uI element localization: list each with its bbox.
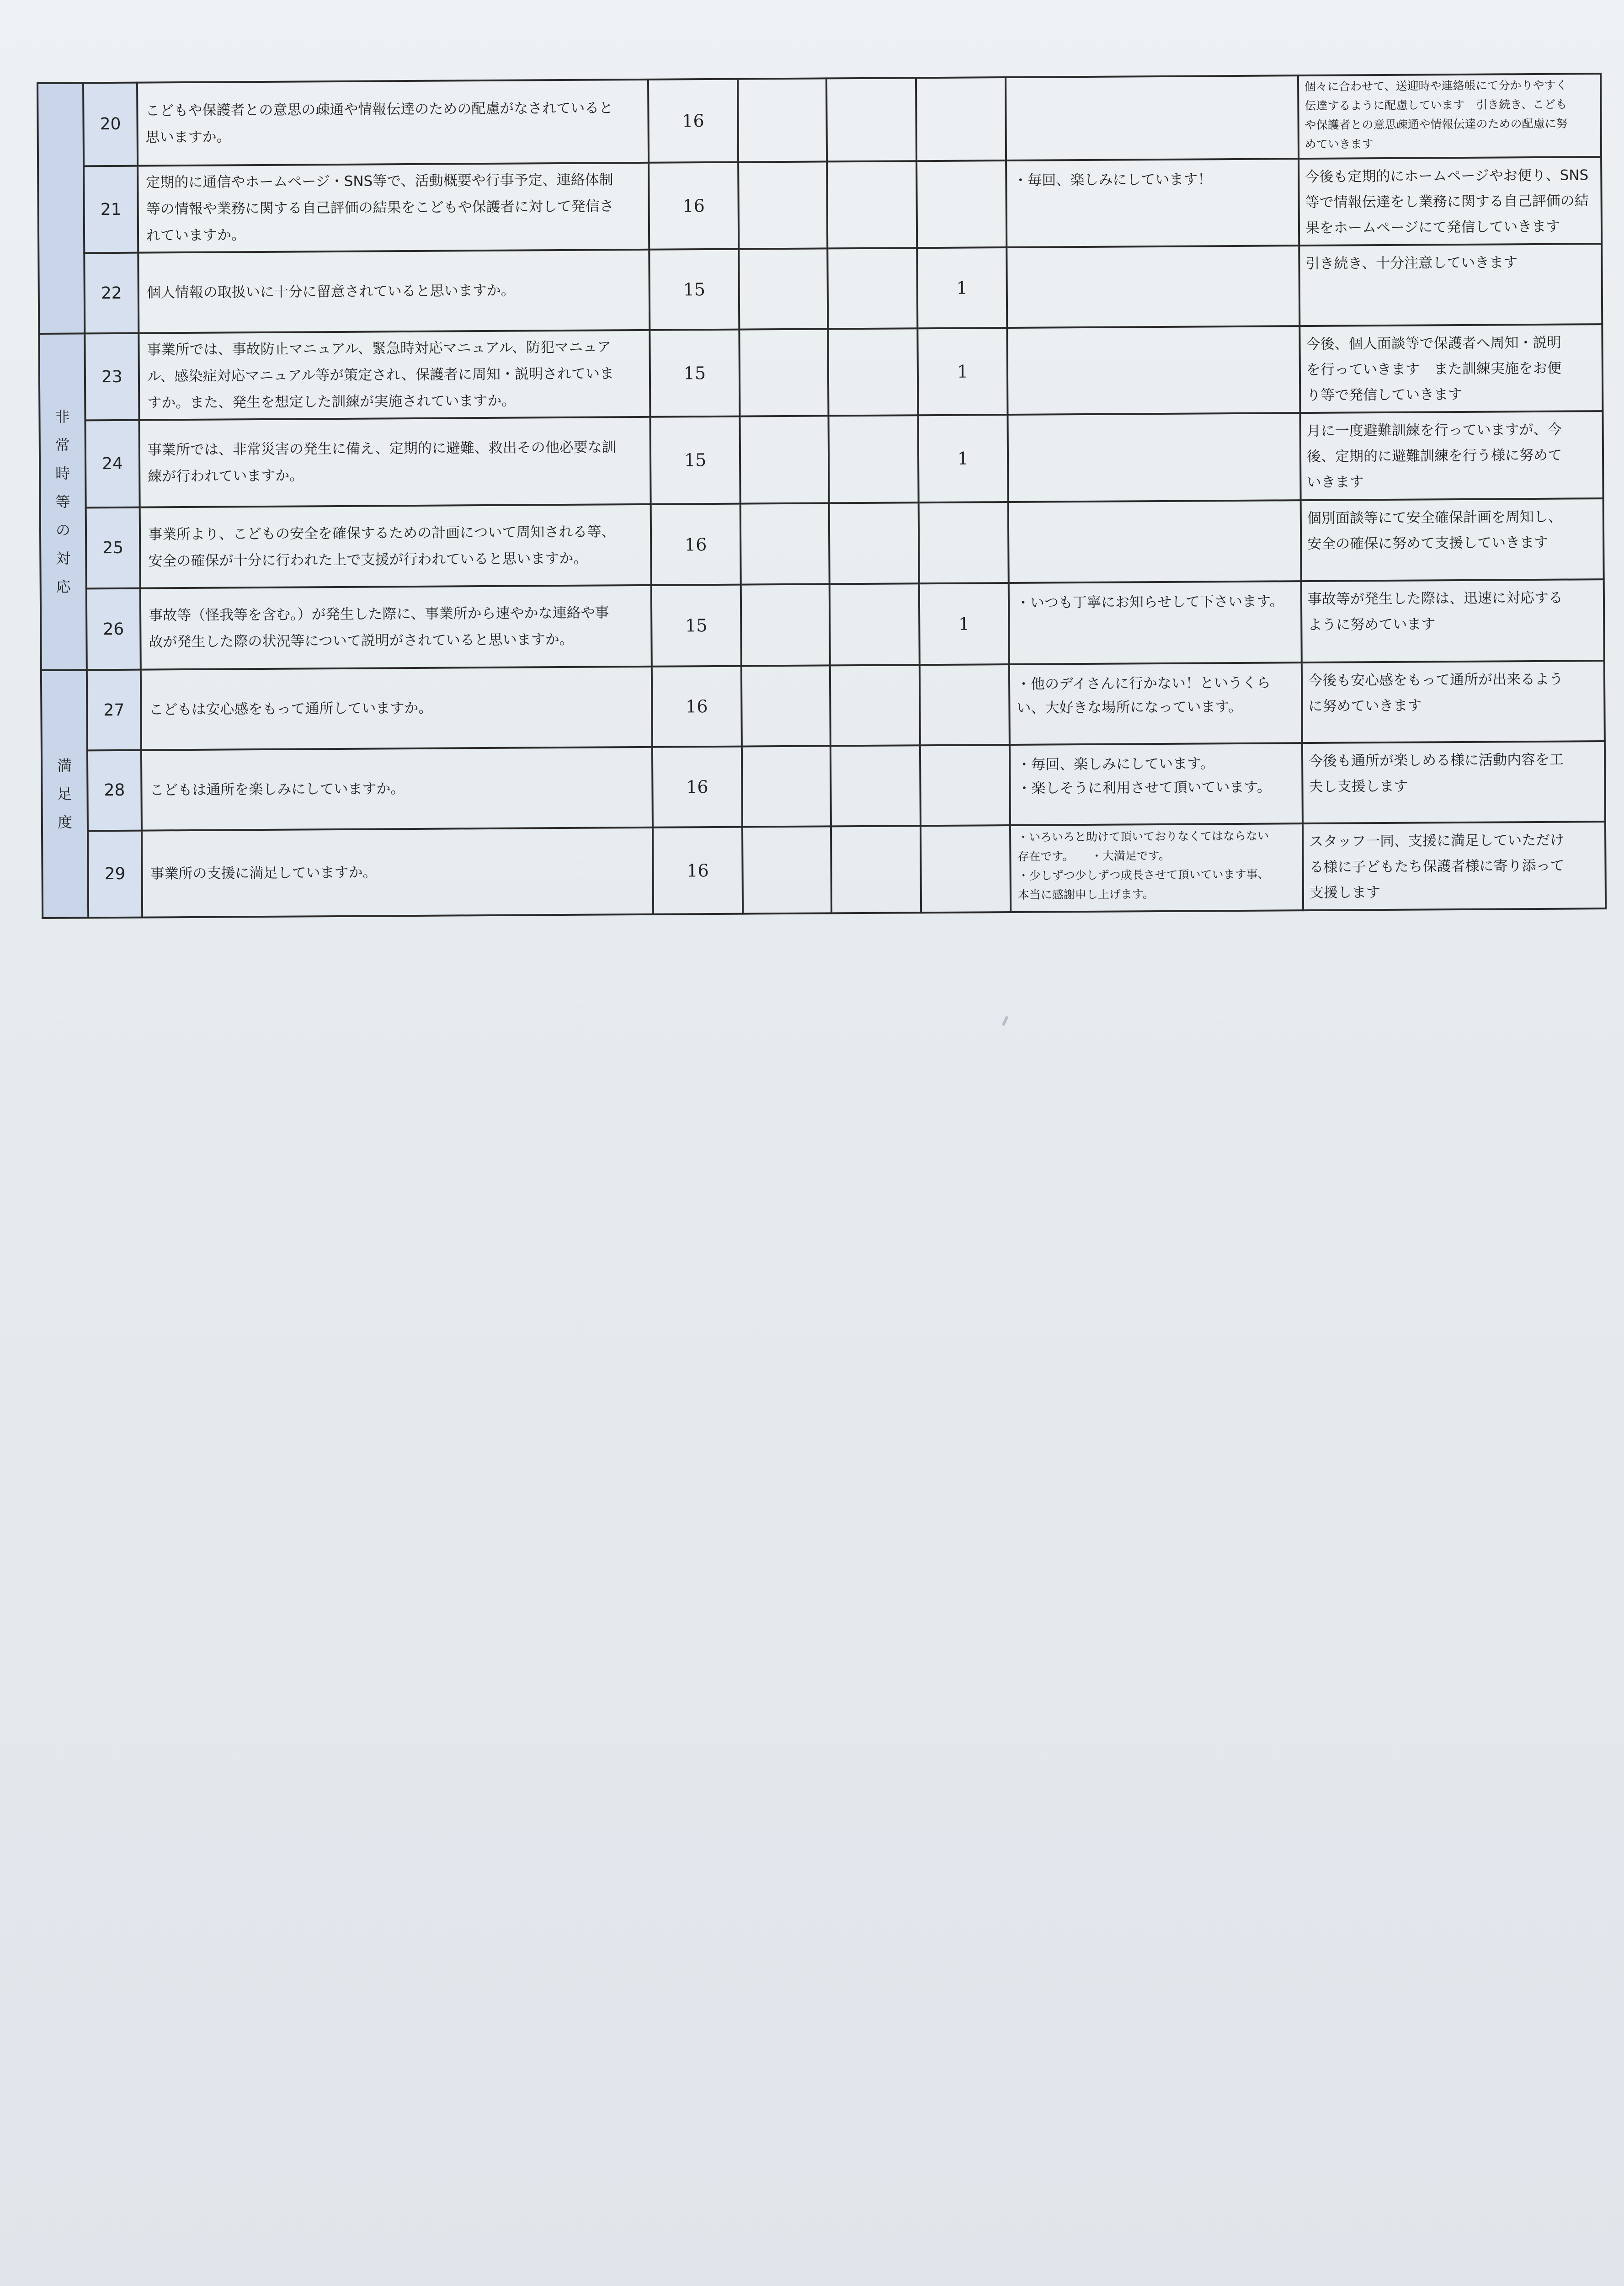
table-row	[38, 157, 1602, 253]
guardian-comment-line: 本当に感謝申し上げます。	[1017, 887, 1154, 902]
count-col3	[830, 584, 920, 666]
question-text-line: 練が行われていますか。	[148, 467, 304, 485]
facility-response-line: 安全の確保に努めて支援していきます	[1307, 534, 1549, 552]
table-row	[39, 324, 1603, 421]
count-col4	[920, 664, 1010, 745]
count-col4: 1	[919, 583, 1009, 665]
facility-response-line: 等で情報伝達をし業務に関する自己評価の結	[1305, 192, 1589, 211]
count-col4: 1	[918, 415, 1008, 502]
question-text-line: こどもは安心感をもって通所していますか。	[149, 700, 433, 718]
facility-response-line: いきます	[1307, 474, 1364, 491]
count-col4	[920, 745, 1010, 826]
guardian-comment-line: ・少しずつ少しずつ成長させて頂いています事、	[1017, 867, 1269, 882]
count-col3	[830, 665, 920, 746]
facility-response	[1303, 822, 1606, 910]
question-text-line: 事故等（怪我等を含む。）が発生した際に、事業所から速やかな連絡や事	[149, 604, 609, 624]
question-text-line: 故が発生した際の状況等について説明がされていると思いますか。	[149, 631, 574, 651]
facility-response-line: を行っていきます また訓練実施をお便	[1306, 360, 1561, 379]
guardian-comment	[1006, 159, 1299, 247]
count-col2	[740, 416, 829, 504]
category-char: 応	[56, 578, 71, 596]
question-text	[140, 504, 651, 588]
question-text-line: こどもは通所を楽しみにしていますか。	[149, 780, 405, 799]
guardian-comment	[1010, 823, 1303, 912]
category-cell-cat1	[37, 83, 85, 334]
count-col4: 1	[917, 247, 1007, 328]
table-row	[40, 498, 1604, 589]
count-col4	[921, 825, 1011, 913]
facility-response-line: 伝達するように配慮しています 引き続き、こども	[1305, 97, 1567, 113]
count-yes: 16	[653, 827, 743, 914]
question-text	[141, 667, 652, 750]
table-row	[42, 822, 1606, 918]
question-text-line: 思いますか。	[145, 128, 231, 146]
facility-response-line: 果をホームページにて発信していきます	[1305, 218, 1560, 237]
count-col3	[827, 248, 917, 329]
facility-response-line: 事故等が発生した際は、迅速に対応する	[1307, 590, 1563, 608]
question-text-line: 事業所では、事故防止マニュアル、緊急時対応マニュアル、防犯マニュア	[147, 339, 612, 358]
guardian-comment-line: い、大好きな場所になっています。	[1017, 699, 1243, 717]
question-number: 27	[87, 670, 141, 750]
facility-response-line: 今後も通所が楽しめる様に活動内容を工	[1309, 751, 1564, 769]
count-col2	[740, 503, 830, 585]
category-char: 満	[57, 757, 72, 774]
count-col2	[741, 666, 831, 747]
count-col3	[831, 745, 921, 826]
guardian-comment	[1006, 246, 1299, 328]
guardian-comment	[1007, 413, 1300, 502]
guardian-comment	[1007, 326, 1300, 415]
question-text	[142, 827, 653, 917]
question-text	[138, 250, 650, 333]
paper-mark	[1002, 1016, 1009, 1026]
question-text-line: れていますか。	[146, 227, 246, 244]
count-col2	[741, 584, 830, 666]
facility-response	[1300, 411, 1603, 500]
category-cell-cat3	[41, 670, 88, 918]
count-yes: 16	[648, 79, 738, 163]
question-number: 23	[85, 333, 139, 421]
count-col2	[738, 161, 827, 249]
count-yes: 15	[650, 330, 740, 417]
question-number: 20	[83, 83, 138, 166]
guardian-comment-line: ・いろいろと助けて頂いておりなくてはならない	[1017, 829, 1269, 844]
facility-response	[1301, 498, 1604, 582]
question-text-line: 個人情報の取扱いに十分に留意されていると思いますか。	[146, 282, 515, 301]
question-text-line: こどもや保護者との意思の疎通や情報伝達のための配慮がなされていると	[145, 100, 613, 119]
question-number: 22	[84, 253, 138, 333]
category-char: 時	[55, 465, 70, 482]
question-text-line: ル、感染症対応マニュアル等が策定され、保護者に周知・説明されていま	[147, 365, 614, 385]
facility-response-line: 個別面談等にて安全確保計画を周知し、	[1307, 508, 1562, 527]
facility-response-line: 引き続き、十分注意していきます	[1305, 254, 1518, 272]
guardian-comment	[1009, 662, 1302, 745]
guardian-comment	[1010, 743, 1303, 825]
category-char: 等	[55, 493, 70, 511]
count-col2	[739, 249, 828, 330]
question-number: 29	[88, 830, 142, 918]
facility-response-line: 夫し支援します	[1309, 778, 1408, 795]
count-yes: 16	[652, 746, 742, 827]
category-char: の	[55, 521, 71, 539]
guardian-comment-line: 存在です。 ・大満足です。	[1017, 849, 1170, 863]
guardian-comment-line: ・他のデイさんに行かない！というくら	[1016, 674, 1271, 693]
count-col4	[919, 502, 1009, 584]
question-text-line: 安全の確保が十分に行われた上で支援が行われていると思いますか。	[148, 550, 588, 570]
guardian-comment	[1009, 582, 1302, 665]
question-text-line: 事業所では、非常災害の発生に備え、定期的に避難、救出その他必要な訓	[147, 439, 616, 459]
category-char: 対	[56, 550, 71, 567]
count-col3	[827, 161, 917, 249]
facility-response	[1299, 157, 1602, 246]
category-char: 度	[57, 813, 73, 831]
count-yes: 15	[650, 417, 740, 504]
count-yes: 15	[651, 585, 741, 667]
question-number: 28	[87, 750, 142, 831]
facility-response-line: に努めていきます	[1308, 697, 1422, 715]
facility-response	[1299, 324, 1603, 413]
count-col4: 1	[917, 328, 1007, 416]
count-col2	[738, 78, 827, 162]
facility-response-line: 今後も定期的にホームページやお便り、SNS	[1305, 167, 1589, 186]
category-cell-cat2	[39, 333, 86, 670]
question-text-line: 定期的に通信やホームページ・SNS等で、活動概要や行事予定、連絡体制	[146, 171, 613, 191]
question-number: 21	[84, 166, 138, 253]
facility-response-line: 月に一度避難訓練を行っていますが、今	[1306, 421, 1562, 440]
count-yes: 16	[652, 666, 742, 747]
guardian-comment-line: ・毎回、楽しみにしています！	[1013, 171, 1212, 189]
question-number: 25	[86, 507, 140, 588]
category-char: 常	[55, 436, 70, 454]
guardian-comment	[1008, 500, 1301, 583]
table-row	[40, 411, 1603, 507]
count-yes: 16	[649, 162, 739, 250]
facility-response-line: る様に子どもたち保護者様に寄り添って	[1309, 857, 1565, 876]
guardian-comment	[1006, 75, 1299, 160]
guardian-comment-line: ・楽しそうに利用させて頂いています。	[1017, 779, 1272, 797]
question-text-line: 事業所より、こどもの安全を確保するための計画について周知される等、	[148, 523, 616, 543]
question-text	[138, 163, 649, 253]
guardian-comment-line: ・いつも丁寧にお知らせして下さいます。	[1016, 593, 1284, 612]
facility-response-line: や保護者との意思疎通や情報伝達のための配慮に努	[1305, 117, 1568, 132]
count-col2	[742, 826, 831, 914]
count-col2	[739, 329, 828, 417]
count-col3	[831, 826, 921, 913]
table-row	[42, 741, 1605, 831]
facility-response-line: り等で発信していきます	[1306, 386, 1463, 404]
guardian-comment-line: ・毎回、楽しみにしています。	[1017, 755, 1214, 773]
question-number: 24	[85, 420, 140, 507]
facility-response	[1302, 741, 1605, 823]
facility-response	[1298, 74, 1601, 159]
question-text	[137, 80, 649, 166]
count-col4	[916, 160, 1006, 248]
category-char: 足	[57, 785, 72, 803]
facility-response-line: ように努めています	[1308, 616, 1436, 634]
facility-response-line: 支援します	[1309, 884, 1380, 901]
question-text	[140, 585, 652, 670]
table-row	[41, 661, 1605, 751]
evaluation-table	[37, 73, 1607, 919]
count-col2	[742, 746, 831, 827]
question-text-line: 事業所の支援に満足していますか。	[150, 864, 377, 882]
facility-response-line: スタッフ一同、支援に満足していただけ	[1309, 832, 1565, 850]
question-number: 26	[86, 588, 141, 670]
facility-response	[1299, 244, 1602, 326]
table-row	[38, 244, 1602, 334]
question-text	[138, 330, 650, 420]
facility-response-line: 今後も安心感をもって通所が出来るよう	[1308, 671, 1564, 689]
facility-response	[1301, 579, 1604, 662]
question-text	[141, 747, 653, 831]
question-text-line: すか。また、発生を想定した訓練が実施されていますか。	[147, 392, 516, 411]
count-col4	[916, 77, 1006, 161]
facility-response-line: 個々に合わせて、送迎時や連絡帳にて分かりやすく	[1305, 78, 1567, 94]
question-text-line: 等の情報や業務に関する自己評価の結果をこどもや保護者に対して発信さ	[146, 198, 614, 218]
count-col3	[828, 416, 918, 503]
facility-response-line: めていきます	[1305, 137, 1374, 151]
facility-response-line: 後、定期的に避難訓練を行う様に努めて	[1306, 447, 1562, 465]
count-yes: 15	[649, 249, 739, 330]
facility-response	[1302, 661, 1605, 743]
count-col3	[826, 78, 916, 161]
question-text	[139, 417, 651, 507]
category-char: 非	[55, 408, 70, 426]
count-col3	[829, 502, 919, 584]
table-row	[41, 579, 1604, 670]
table-row	[37, 74, 1601, 166]
count-yes: 16	[651, 503, 741, 585]
facility-response-line: 今後、個人面談等で保護者へ周知・説明	[1306, 334, 1561, 353]
count-col3	[828, 328, 918, 416]
